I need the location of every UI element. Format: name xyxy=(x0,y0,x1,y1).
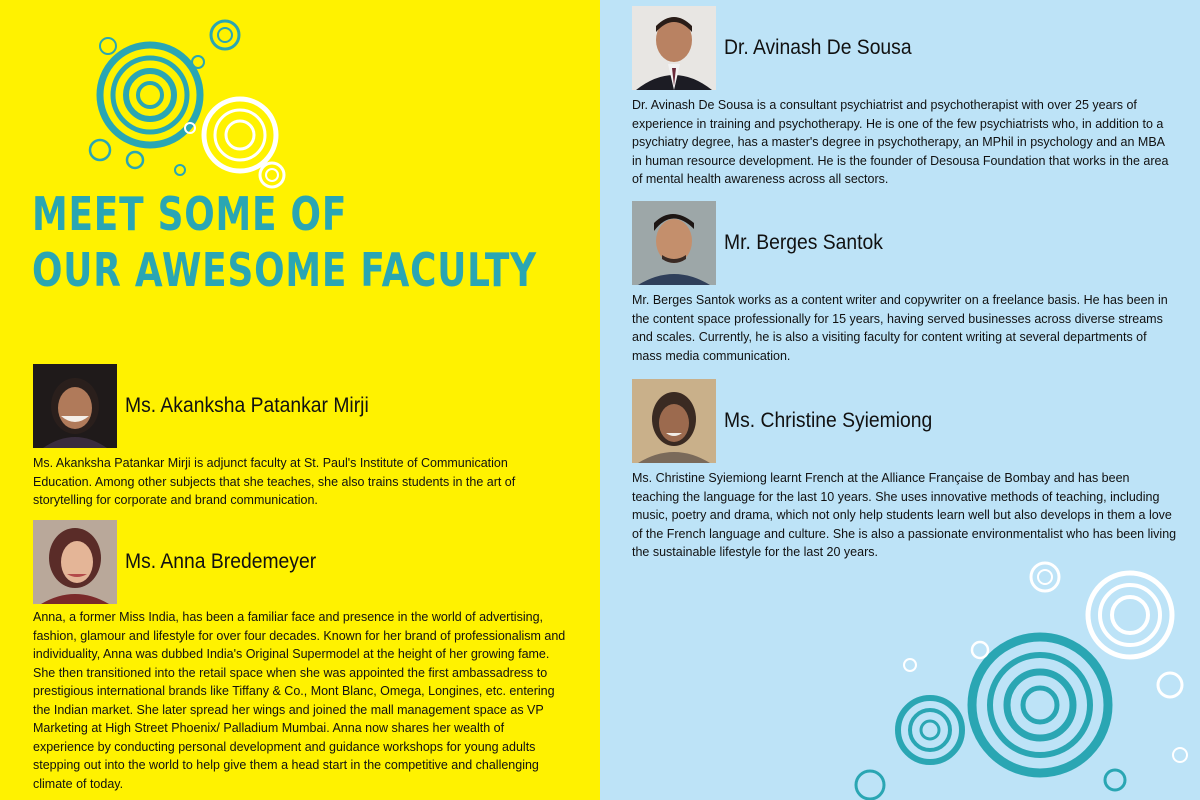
faculty-bio-berges: Mr. Berges Santok works as a content writer and copywriter on a freelance basis. He has been in the content space professionally for 15 years, having served businesses across diverse streams and scales. Currently, he is also a visiting faculty for content writing at several departments of mass media communication. xyxy=(632,293,1168,363)
faculty-bio-anna: Anna, a former Miss India, has been a familiar face and presence in the world of advertising, fashion, glamour and lifestyle for over four decades. Known for her brand of professionalism and individuality, Anna was dubbed India's Original Supermodel at the height of her growing fame. She then transitioned into the retail space when she was appointed the first ambassadress to prestigious international brands like Tiffany & Co., Mont Blanc, Omega, Longines, etc. entering the Indian market. She later spread her wings and joined the mall management space as VP Marketing at High Street Phoenix/ Palladium Mumbai. Anna now shares her wealth of experience by conducting personal development and guidance workshops for young adults stepping out into the world to help give them a head start in the competitive and challenging climate of today. xyxy=(33,610,566,791)
right-panel xyxy=(600,0,1200,800)
faculty-photo-christine xyxy=(632,379,716,463)
faculty-bio-christine: Ms. Christine Syiemiong learnt French at the Alliance Française de Bombay and has been teaching the language for the last 10 years. She uses innovative methods of teaching, including music, poetry and drama, which not only help students learn well but also develops in them a love of the French language and culture. She is also a passionate environmentalist who has been living the sustainable lifestyle for the last 20 years. xyxy=(632,471,1177,559)
faculty-name-akanksha: Ms. Akanksha Patankar Mirji xyxy=(125,394,369,417)
faculty-photo-akanksha xyxy=(33,364,117,448)
faculty-photo-avinash xyxy=(632,6,716,90)
faculty-photo-anna xyxy=(33,520,117,604)
faculty-photo-berges xyxy=(632,201,716,285)
faculty-name-avinash: Dr. Avinash De Sousa xyxy=(724,36,912,59)
headline xyxy=(32,186,537,298)
headline-line-1: MEET SOME OF xyxy=(32,187,348,241)
faculty-name-berges: Mr. Berges Santok xyxy=(724,231,883,254)
faculty-bio-avinash: Dr. Avinash De Sousa is a consultant psychiatrist and psychotherapist with over 25 years of experience in training and psychotherapy. He is one of the few psychiatrists who, in addition to a psychiatry degree, has a master's degree in psychotherapy, an MPhil in psychology and an MBA in human resource development. He is the founder of Desousa Foundation that works in the area of mental health awareness across all sectors. xyxy=(632,98,1169,186)
decorative-circles-bottom-right xyxy=(850,555,1200,800)
faculty-name-anna: Ms. Anna Bredemeyer xyxy=(125,550,317,573)
decorative-circles-top-left xyxy=(40,10,300,190)
faculty-bio-akanksha: Ms. Akanksha Patankar Mirji is adjunct faculty at St. Paul's Institute of Communication Education. Among other subjects that she teaches, she also trains students in the art of storytelling for corporate and brand communication. xyxy=(33,456,516,507)
faculty-name-christine: Ms. Christine Syiemiong xyxy=(724,409,933,432)
headline-line-2: OUR AWESOME FACULTY xyxy=(32,243,537,297)
